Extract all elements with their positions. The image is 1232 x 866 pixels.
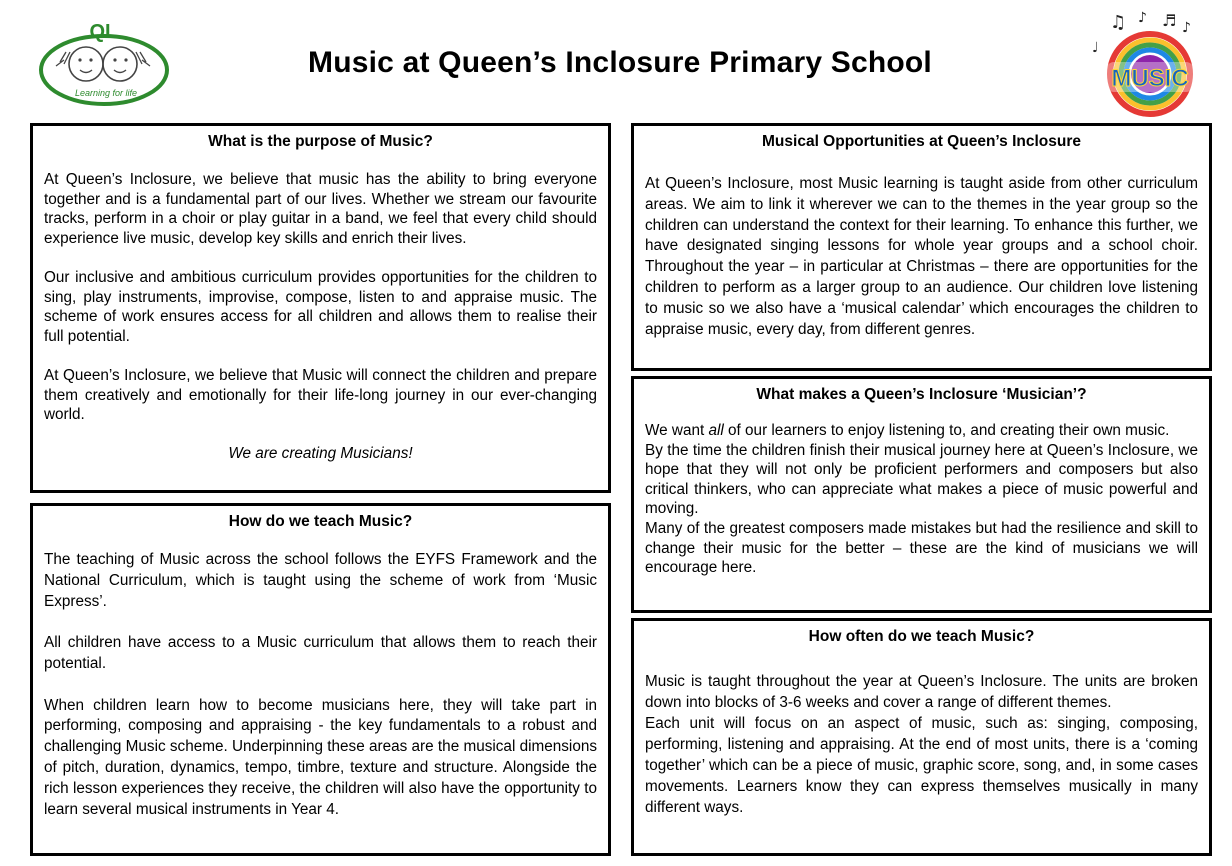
musician-text-after: of our learners to enjoy listening to, and creating their own music. — [723, 422, 1170, 439]
music-logo-word: MUSIC — [1111, 65, 1189, 92]
teach-paragraph-2: All children have access to a Music curriculum that allows them to reach their potential. — [44, 634, 597, 672]
musician-heading: What makes a Queen’s Inclosure ‘Musician’? — [756, 386, 1087, 403]
opportunities-paragraph: At Queen’s Inclosure, most Music learning is taught aside from other curriculum areas. We aim to link it wherever we can to the themes in the year group so the children can understand the context for their learning. To enhance this further, we have designated singing lessons for whole year groups and a school choir. Throughout the year – in particular at Christmas – there are opportunities for the children to perform as a larger group to an audience. Our children love listening to music so we also have a ‘musical calendar’ which encourages the children to appraise music, every day, from different genres. — [645, 175, 1198, 338]
musician-paragraph-2: By the time the children finish their musical journey here at Queen’s Inclosure, we hope that they will not only be proficient performers and composers but also critical thinkers, who can appreciate what makes a piece of music powerful and moving. — [645, 441, 1198, 518]
frequency-heading: How often do we teach Music? — [808, 628, 1035, 645]
purpose-section — [30, 123, 611, 493]
musician-emphasis: all — [708, 422, 724, 439]
musician-paragraph-1 — [645, 421, 1198, 441]
music-note-icon: ♬ — [1162, 11, 1177, 30]
music-logo — [1090, 6, 1206, 118]
music-note-icon: ♫ — [1110, 12, 1127, 33]
frequency-paragraph-1: Music is taught throughout the year at Queen’s Inclosure. The units are broken down into blocks of 3-6 weeks and cover a range of different themes. — [645, 673, 1198, 711]
teach-heading: How do we teach Music? — [228, 513, 413, 530]
music-note-icon: ♩ — [1092, 40, 1099, 56]
musician-text-before: We want — [645, 422, 709, 439]
purpose-paragraph-3: At Queen’s Inclosure, we believe that Music will connect the children and prepare them creatively and emotionally for their life-long journey in our ever-changing world. — [44, 366, 597, 424]
qi-logo-letters: QI — [89, 21, 111, 43]
purpose-motto: We are creating Musicians! — [228, 445, 413, 463]
music-note-icon: ♪ — [1138, 10, 1147, 26]
opportunities-section — [631, 123, 1212, 371]
teach-paragraph-3: When children learn how to become musicians here, they will take part in performing, composing and appraising - the key fundamentals to a robust and challenging Music scheme. Underpinning these areas are the musical dimensions of pitch, duration, dynamics, tempo, timbre, texture and structure. Alongside the rich lesson experiences they receive, the children will also have the opportunity to learn several musical instruments in Year 4. — [44, 696, 597, 818]
music-note-icon: ♪ — [1182, 20, 1191, 36]
page-title: Music at Queen’s Inclosure Primary School — [308, 46, 932, 79]
opportunities-heading: Musical Opportunities at Queen’s Inclosure — [762, 133, 1081, 150]
teach-paragraph-1: The teaching of Music across the school follows the EYFS Framework and the National Curriculum, which is taught using the scheme of work from ‘Music Express’. — [44, 551, 597, 610]
qi-school-logo — [38, 18, 174, 110]
purpose-heading: What is the purpose of Music? — [208, 133, 433, 150]
frequency-section — [631, 618, 1212, 856]
teach-section — [30, 503, 611, 856]
qi-logo-tagline: Learning for life — [74, 88, 138, 98]
frequency-paragraph-2: Each unit will focus on an aspect of music, such as: singing, composing, performing, listening and appraising. At the end of most units, there is a ‘coming together’ which can be a piece of music, graphic score, song, and, in some cases movements. Learners know they can express themselves musically in many different ways. — [645, 715, 1198, 816]
purpose-paragraph-1: At Queen’s Inclosure, we believe that music has the ability to bring everyone together and is a fundamental part of our lives. Whether we stream our favourite tracks, perform in a choir or play guitar in a band, we feel that every child should experience live music, develop key skills and enrich their lives. — [44, 171, 597, 247]
musician-paragraph-3: Many of the greatest composers made mistakes but had the resilience and skill to change their music for the better – these are the kind of musicians we will encourage here. — [645, 519, 1198, 577]
purpose-paragraph-2: Our inclusive and ambitious curriculum provides opportunities for the children to sing, play instruments, improvise, compose, listen to and appraise music. The scheme of work ensures access for all children and allows them to realise their full potential. — [44, 268, 597, 345]
musician-section — [631, 376, 1212, 613]
